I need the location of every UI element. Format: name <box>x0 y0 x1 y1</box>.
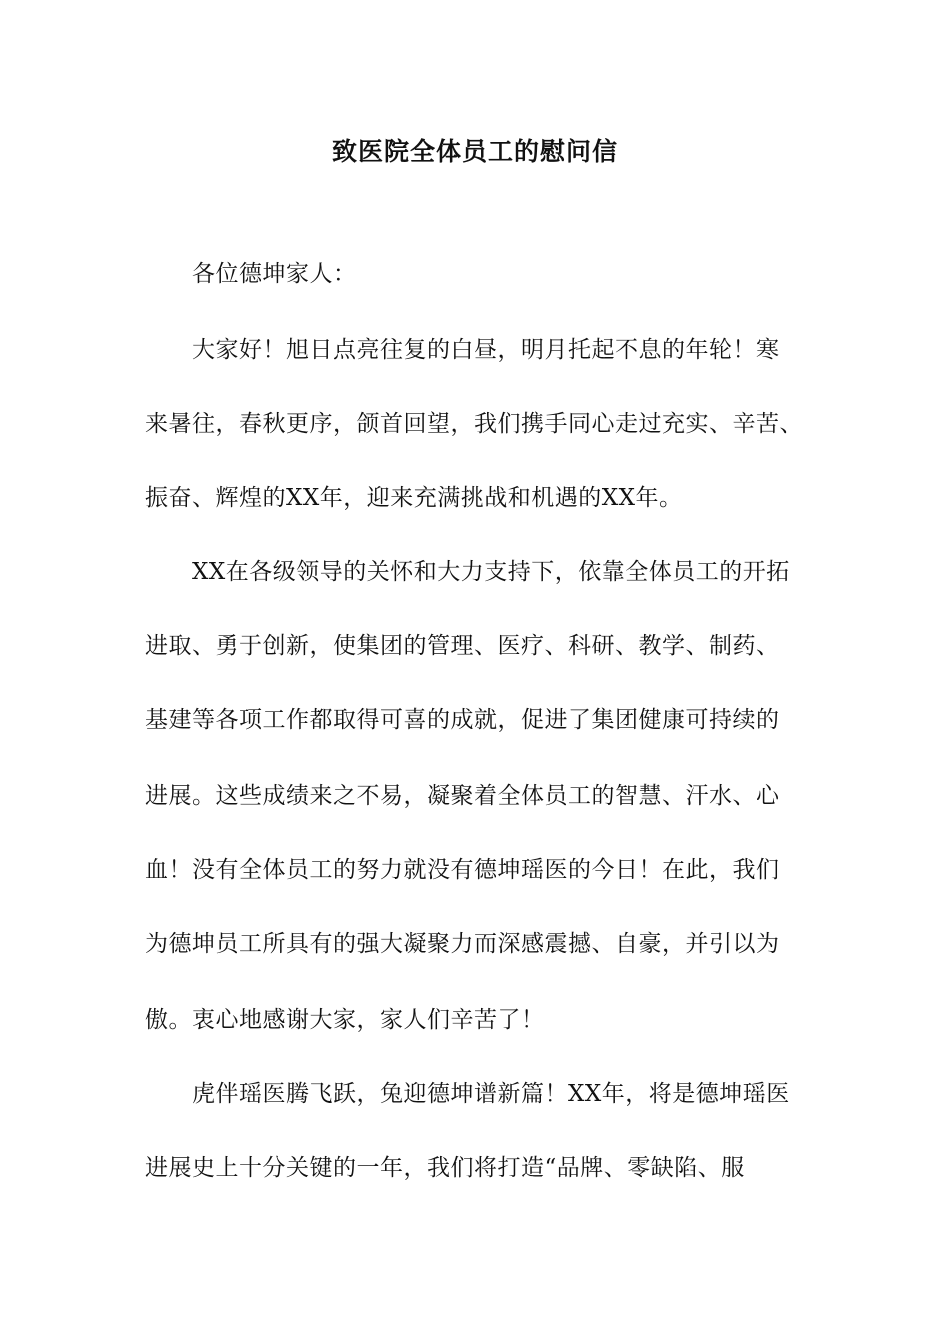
paragraph-line: 进展史上十分关键的一年，我们将打造“品牌、零缺陷、服 <box>145 1155 745 1181</box>
paragraph-line: 进展。这些成绩来之不易，凝聚着全体员工的智慧、汗水、心 <box>145 783 780 809</box>
page-title: 致医院全体员工的慰问信 <box>331 137 618 166</box>
paragraph-line: 振奋、辉煌的XX年，迎来充满挑战和机遇的XX年。 <box>145 485 683 511</box>
paragraph-line: 来暑往，春秋更序，颌首回望，我们携手同心走过充实、辛苦、 <box>145 411 803 437</box>
paragraph-line: 大家好！旭日点亮往复的白昼，明月托起不息的年轮！寒 <box>192 337 780 363</box>
paragraph-line: 傲。衷心地感谢大家，家人们辛苦了！ <box>145 1007 545 1033</box>
paragraph-line: XX在各级领导的关怀和大力支持下，依靠全体员工的开拓 <box>192 559 790 585</box>
salutation: 各位德坤家人： <box>192 261 357 287</box>
paragraph-line: 进取、勇于创新，使集团的管理、医疗、科研、教学、制药、 <box>145 633 780 659</box>
paragraph-line: 虎伴瑶医腾飞跃，兔迎德坤谱新篇！XX年，将是德坤瑶医 <box>192 1081 790 1107</box>
paragraph-line: 为德坤员工所具有的强大凝聚力而深感震撼、自豪，并引以为 <box>145 931 780 957</box>
paragraph-line: 血！没有全体员工的努力就没有德坤瑶医的今日！在此，我们 <box>145 857 780 883</box>
paragraph-line: 基建等各项工作都取得可喜的成就，促进了集团健康可持续的 <box>145 707 780 733</box>
